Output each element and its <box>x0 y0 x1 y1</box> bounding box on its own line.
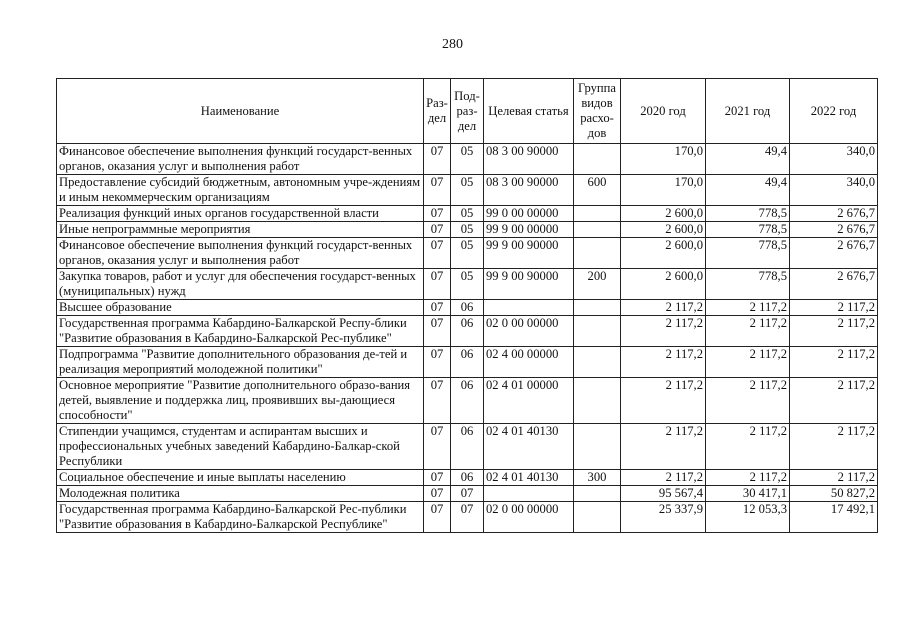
table-row <box>57 502 878 533</box>
cell-2020: 170,0 <box>621 144 706 175</box>
cell-razdel: 07 <box>424 238 451 269</box>
cell-2022: 2 117,2 <box>790 316 878 347</box>
cell-razdel: 07 <box>424 378 451 424</box>
cell-article: 99 9 00 90000 <box>484 269 574 300</box>
table-row <box>57 470 878 486</box>
cell-2022: 2 117,2 <box>790 470 878 486</box>
cell-razdel: 07 <box>424 470 451 486</box>
cell-2020: 2 117,2 <box>621 470 706 486</box>
cell-razdel: 07 <box>424 269 451 300</box>
cell-article <box>484 300 574 316</box>
header-podrazdel: Под-раз-дел <box>451 79 484 144</box>
table-row <box>57 269 878 300</box>
cell-2020: 2 600,0 <box>621 222 706 238</box>
header-row <box>57 79 878 144</box>
cell-2021: 49,4 <box>706 144 790 175</box>
cell-name: Финансовое обеспечение выполнения функций государст-венных органов, оказания услуг и выполнения работ <box>57 238 424 269</box>
cell-razdel: 07 <box>424 300 451 316</box>
table-row <box>57 378 878 424</box>
cell-2022: 2 117,2 <box>790 347 878 378</box>
cell-razdel: 07 <box>424 347 451 378</box>
cell-razdel: 07 <box>424 206 451 222</box>
table-row <box>57 424 878 470</box>
cell-name: Подпрограмма "Развитие дополнительного образования де-тей и реализация мероприятий молодежной политики" <box>57 347 424 378</box>
cell-2020: 2 117,2 <box>621 300 706 316</box>
cell-name: Иные непрограммные мероприятия <box>57 222 424 238</box>
cell-2021: 778,5 <box>706 206 790 222</box>
cell-2022: 340,0 <box>790 144 878 175</box>
cell-2020: 2 117,2 <box>621 424 706 470</box>
cell-razdel: 07 <box>424 486 451 502</box>
cell-group <box>574 347 621 378</box>
cell-podrazdel: 05 <box>451 269 484 300</box>
cell-2020: 2 600,0 <box>621 238 706 269</box>
cell-article: 02 0 00 00000 <box>484 316 574 347</box>
cell-2020: 170,0 <box>621 175 706 206</box>
cell-article: 02 4 00 00000 <box>484 347 574 378</box>
cell-razdel: 07 <box>424 175 451 206</box>
table-row <box>57 206 878 222</box>
table-body <box>57 144 878 533</box>
cell-article: 08 3 00 90000 <box>484 175 574 206</box>
cell-article: 02 0 00 00000 <box>484 502 574 533</box>
cell-group <box>574 502 621 533</box>
cell-name: Стипендии учащимся, студентам и аспирантам высших и профессиональных учебных заведений Кабардино-Балкар-ской Республики <box>57 424 424 470</box>
cell-podrazdel: 07 <box>451 486 484 502</box>
cell-name: Высшее образование <box>57 300 424 316</box>
cell-name: Социальное обеспечение и иные выплаты населению <box>57 470 424 486</box>
header-2021: 2021 год <box>706 79 790 144</box>
cell-2020: 2 117,2 <box>621 347 706 378</box>
cell-2021: 2 117,2 <box>706 378 790 424</box>
cell-podrazdel: 05 <box>451 175 484 206</box>
cell-article <box>484 486 574 502</box>
cell-group <box>574 300 621 316</box>
cell-podrazdel: 05 <box>451 238 484 269</box>
table-row <box>57 316 878 347</box>
cell-2022: 17 492,1 <box>790 502 878 533</box>
header-name: Наименование <box>57 79 424 144</box>
cell-2020: 2 600,0 <box>621 206 706 222</box>
cell-group: 300 <box>574 470 621 486</box>
cell-podrazdel: 06 <box>451 300 484 316</box>
cell-name: Государственная программа Кабардино-Балкарской Рес-публики "Развитие образования в Кабардино-Балкарской Республике" <box>57 502 424 533</box>
cell-2021: 30 417,1 <box>706 486 790 502</box>
cell-2021: 2 117,2 <box>706 470 790 486</box>
cell-2022: 2 117,2 <box>790 424 878 470</box>
cell-2020: 2 117,2 <box>621 316 706 347</box>
cell-group <box>574 238 621 269</box>
cell-group <box>574 316 621 347</box>
header-article: Целевая статья <box>484 79 574 144</box>
cell-group <box>574 486 621 502</box>
cell-2021: 778,5 <box>706 222 790 238</box>
table-row <box>57 175 878 206</box>
cell-razdel: 07 <box>424 502 451 533</box>
cell-2021: 2 117,2 <box>706 424 790 470</box>
cell-group <box>574 206 621 222</box>
cell-2022: 2 676,7 <box>790 222 878 238</box>
cell-razdel: 07 <box>424 144 451 175</box>
cell-2020: 25 337,9 <box>621 502 706 533</box>
budget-table <box>56 78 878 533</box>
cell-group <box>574 378 621 424</box>
cell-2022: 2 676,7 <box>790 206 878 222</box>
cell-article: 99 9 00 90000 <box>484 238 574 269</box>
cell-2021: 12 053,3 <box>706 502 790 533</box>
cell-2021: 2 117,2 <box>706 300 790 316</box>
cell-2020: 2 117,2 <box>621 378 706 424</box>
cell-article: 02 4 01 40130 <box>484 470 574 486</box>
cell-2021: 778,5 <box>706 269 790 300</box>
table-row <box>57 222 878 238</box>
cell-group <box>574 424 621 470</box>
cell-2021: 2 117,2 <box>706 347 790 378</box>
cell-2021: 49,4 <box>706 175 790 206</box>
cell-2022: 50 827,2 <box>790 486 878 502</box>
cell-2021: 778,5 <box>706 238 790 269</box>
cell-group <box>574 144 621 175</box>
cell-article: 02 4 01 40130 <box>484 424 574 470</box>
cell-podrazdel: 05 <box>451 206 484 222</box>
cell-2020: 95 567,4 <box>621 486 706 502</box>
cell-name: Закупка товаров, работ и услуг для обеспечения государст-венных (муниципальных) нужд <box>57 269 424 300</box>
cell-razdel: 07 <box>424 424 451 470</box>
header-2020: 2020 год <box>621 79 706 144</box>
cell-name: Государственная программа Кабардино-Балкарской Респу-блики "Развитие образования в Кабардино-Балкарской Рес-публике" <box>57 316 424 347</box>
table-row <box>57 486 878 502</box>
cell-podrazdel: 06 <box>451 470 484 486</box>
cell-razdel: 07 <box>424 316 451 347</box>
table-row <box>57 347 878 378</box>
cell-podrazdel: 05 <box>451 144 484 175</box>
header-razdel: Раз-дел <box>424 79 451 144</box>
table-row <box>57 238 878 269</box>
cell-2022: 2 117,2 <box>790 300 878 316</box>
header-2022: 2022 год <box>790 79 878 144</box>
table-row <box>57 300 878 316</box>
cell-2022: 2 117,2 <box>790 378 878 424</box>
cell-name: Молодежная политика <box>57 486 424 502</box>
cell-article: 08 3 00 90000 <box>484 144 574 175</box>
cell-name: Реализация функций иных органов государственной власти <box>57 206 424 222</box>
cell-2022: 2 676,7 <box>790 269 878 300</box>
cell-2021: 2 117,2 <box>706 316 790 347</box>
cell-article: 99 9 00 00000 <box>484 222 574 238</box>
cell-group <box>574 222 621 238</box>
cell-article: 02 4 01 00000 <box>484 378 574 424</box>
header-group: Группа видов расхо-дов <box>574 79 621 144</box>
cell-name: Финансовое обеспечение выполнения функций государст-венных органов, оказания услуг и выполнения работ <box>57 144 424 175</box>
cell-razdel: 07 <box>424 222 451 238</box>
cell-podrazdel: 07 <box>451 502 484 533</box>
cell-2022: 2 676,7 <box>790 238 878 269</box>
cell-podrazdel: 06 <box>451 424 484 470</box>
cell-2022: 340,0 <box>790 175 878 206</box>
table-row <box>57 144 878 175</box>
cell-article: 99 0 00 00000 <box>484 206 574 222</box>
cell-podrazdel: 06 <box>451 347 484 378</box>
cell-name: Предоставление субсидий бюджетным, автономным учре-ждениям и иным некоммерческим организациям <box>57 175 424 206</box>
cell-podrazdel: 05 <box>451 222 484 238</box>
cell-podrazdel: 06 <box>451 378 484 424</box>
cell-group: 600 <box>574 175 621 206</box>
page-number: 280 <box>442 37 463 52</box>
cell-name: Основное мероприятие "Развитие дополнительного образо-вания детей, выявление и поддержка лиц, проявивших вы-дающиеся способности" <box>57 378 424 424</box>
cell-group: 200 <box>574 269 621 300</box>
cell-podrazdel: 06 <box>451 316 484 347</box>
cell-2020: 2 600,0 <box>621 269 706 300</box>
